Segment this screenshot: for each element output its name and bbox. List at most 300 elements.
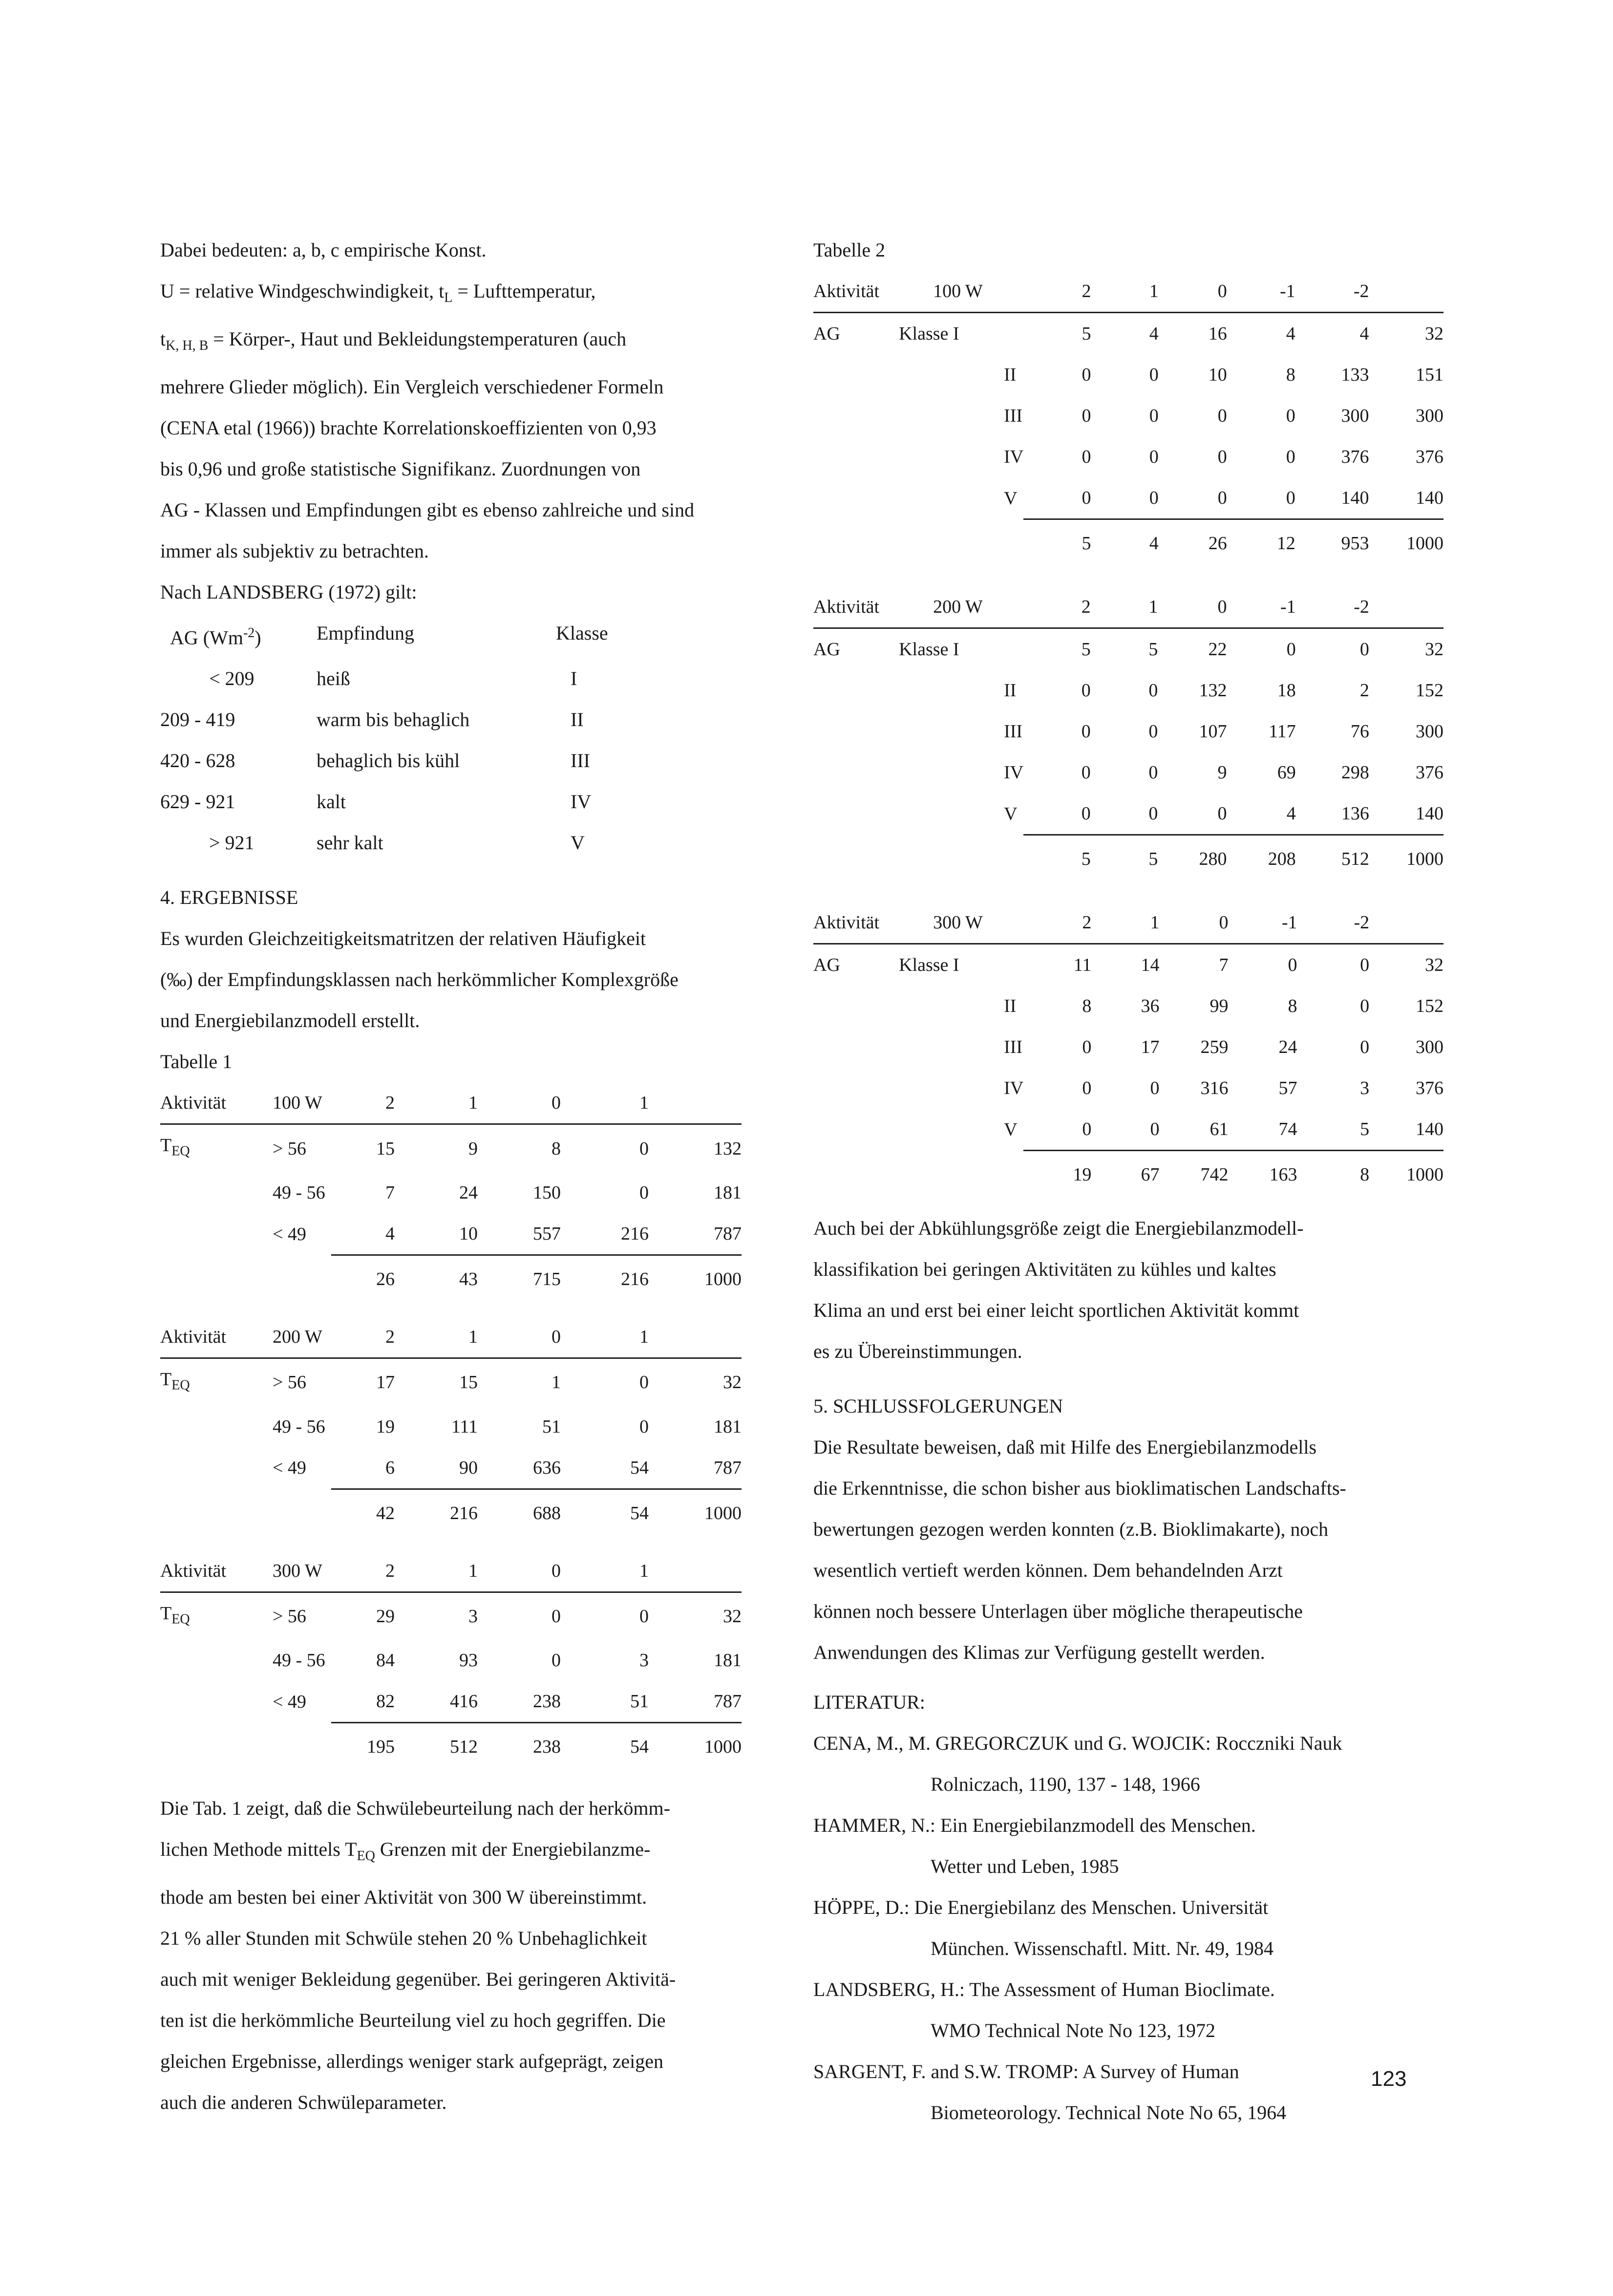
cell: 9 [1217,762,1227,783]
cell: 416 [395,1681,478,1723]
section-4-line: Es wurden Gleichzeitigkeitsmatritzen der relativen Häufigkeit [160,927,646,950]
landsberg-table [160,613,795,863]
table-header-cell: 2 [1023,902,1091,944]
cell: 0 [1081,721,1091,742]
cell: 22 [1208,639,1227,660]
table-header-cell: 0 [478,1550,561,1592]
literature-entry-cont: Wetter und Leben, 1985 [931,1855,1119,1877]
landsberg-feeling: sehr kalt [317,832,383,854]
table-header-cell [1369,271,1443,313]
cell: 4 [331,1213,395,1255]
cell: 19 [376,1416,395,1437]
section-5-line: Die Resultate beweisen, daß mit Hilfe des Energiebilanzmodells [813,1436,1317,1458]
table-header-cell: 0 [1158,586,1227,628]
total-cell: 1000 [704,1268,742,1289]
discussion-line: Klima an und erst bei einer leicht sportlichen Aktivität kommt [813,1299,1299,1321]
table-header-cell: 1 [395,1550,478,1592]
landsberg-range: > 921 [209,832,255,854]
table-header-row [160,1082,742,1124]
table-header-row [813,902,1443,944]
total-cell: 1000 [704,1502,742,1524]
cell: 5 [1148,639,1158,660]
row-class: V [1004,1119,1018,1140]
literature-entry: HÖPPE, D.: Die Energiebilanz des Menschen. Universität [813,1896,1269,1918]
cell: 6 [331,1447,395,1489]
cell: 181 [714,1650,742,1671]
table-row [813,986,1443,1027]
closing-line: auch die anderen Schwüleparameter. [160,2091,447,2114]
total-cell: 238 [533,1737,561,1758]
row-class: II [1004,365,1017,385]
cell: 150 [533,1182,561,1203]
cell: 17 [376,1372,395,1393]
cell: 7 [385,1182,395,1203]
row-label-t: $T_{EQ}$ [160,1135,190,1159]
cell: 0 [1150,1078,1160,1098]
table-header-cell: 1 [1091,586,1158,628]
cell: 0 [1082,447,1091,467]
cell: 3 [639,1650,649,1671]
cell: 0 [1227,477,1295,519]
table-row [160,1124,742,1172]
cell: 14 [1141,955,1160,975]
total-cell: 280 [1199,849,1227,869]
literature-entry: HAMMER, N.: Ein Energiebilanzmodell des Menschen. [813,1814,1256,1836]
cell: 16 [1208,323,1227,344]
intro-line-3: $t_{K, H, B}$ = Körper-, Haut und Bekleidungstemperaturen (auch [160,328,627,353]
table-row [813,1068,1443,1109]
cell: 82 [331,1681,395,1723]
table-header-cell: 100 W [273,1082,331,1124]
total-cell: 742 [1200,1164,1229,1185]
table-total-row [813,1151,1443,1199]
cell: 0 [1082,365,1091,385]
table-header-row [813,586,1443,628]
row-label-t: $T_{EQ}$ [160,1603,190,1627]
cell: 636 [478,1447,561,1489]
cell: 17 [1141,1037,1160,1057]
table-header-cell: 2 [331,1082,395,1124]
landsberg-range: 209 - 419 [160,708,235,731]
cell: 2 [1359,680,1369,701]
discussion-paragraph [813,1208,1443,1372]
table-total-row [813,835,1443,883]
literature-list [813,1682,1443,2133]
cell: 4 [1359,323,1369,344]
table-row [813,670,1443,711]
landsberg-class: V [571,832,585,854]
table-header-cell: 2 [331,1316,395,1358]
intro-line-1: Dabei bedeuten: a, b, c empirische Konst. [160,239,487,261]
table-header-cell: 1 [1091,271,1158,313]
literature-entry-cont: Biometeorology. Technical Note No 65, 1964 [931,2102,1287,2124]
cell: 4 [1227,793,1296,835]
table-row [813,752,1443,793]
cell: 10 [1208,365,1227,385]
table-row [160,1172,742,1213]
table-header-cell [1369,902,1443,944]
row-class: IV [1004,1078,1024,1098]
cell: 10 [395,1213,478,1255]
row-class: IV [1004,447,1024,467]
landsberg-range: 629 - 921 [160,791,235,813]
cell: 0 [1149,406,1159,426]
cell: 8 [1286,365,1295,385]
literature-entry-cont: Rolniczach, 1190, 137 - 148, 1966 [931,1773,1200,1795]
cell: 0 [1286,447,1295,467]
cell: 376 [1416,1078,1443,1098]
cell: 298 [1341,762,1369,783]
cell: 3 [468,1606,478,1627]
total-cell: 12 [1276,533,1295,554]
cell: 0 [1091,793,1158,835]
cell: 18 [1277,680,1296,701]
total-cell: 43 [459,1268,478,1289]
closing-line: lichen Methode mittels $T_{EQ}$ Grenzen mit der Energiebilanzme- [160,1838,651,1864]
cell: 0 [1149,447,1159,467]
table-total-row [160,1489,742,1537]
cell: 5 [1082,323,1091,344]
cell: 0 [1360,1037,1370,1057]
cell: 0 [1360,996,1370,1016]
table-row [813,944,1443,986]
cell: 8 [1082,996,1092,1016]
landsberg-class: I [571,667,577,690]
landsberg-class: II [571,708,584,731]
total-cell: 26 [1208,533,1227,554]
total-cell: 195 [367,1737,395,1758]
row-class: III [1004,406,1023,426]
cell: 93 [459,1650,478,1671]
section-4-line: (‰) der Empfindungsklassen nach herkömmlicher Komplexgröße [160,968,679,991]
cell: 0 [639,1182,649,1203]
cell: 24 [459,1182,478,1203]
table-header-cell: 2 [331,1550,395,1592]
cell: 0 [1081,762,1091,783]
row-range: 49 - 56 [273,1182,325,1203]
row-range: < 49 [273,1458,306,1479]
cell: 0 [639,1138,649,1159]
table-row [160,1681,742,1723]
landsberg-feeling: warm bis behaglich [317,708,470,731]
total-cell: 19 [1073,1164,1092,1185]
cell: 51 [542,1416,561,1437]
row-class: II [1004,680,1017,701]
section-5-line: Anwendungen des Klimas zur Verfügung gestellt werden. [813,1641,1265,1663]
total-cell: 42 [376,1502,395,1524]
cell: 300 [1416,1037,1443,1057]
total-cell: 953 [1341,533,1369,554]
intro-line-7: AG - Klassen und Empfindungen gibt es ebenso zahlreiche und sind [160,499,695,521]
cell: 74 [1229,1109,1297,1151]
cell: 8 [1288,996,1297,1016]
total-cell: 54 [630,1502,649,1524]
total-cell: 512 [450,1737,478,1758]
row-class: Klasse I [899,323,959,344]
table-header-cell: 0 [1160,902,1229,944]
table-header-cell [1369,586,1443,628]
literature-entry: LANDSBERG, H.: The Assessment of Human Bioclimate. [813,1978,1275,2000]
row-label-t: $T_{EQ}$ [160,1369,190,1393]
total-cell: 1000 [1406,849,1443,869]
row-range: < 49 [273,1223,306,1245]
row-range: < 49 [273,1691,306,1712]
table-header-cell: -2 [1296,586,1369,628]
cell: 0 [1023,1109,1091,1151]
table-header-row [160,1550,742,1592]
left-column [160,230,795,2123]
row-class: IV [1004,762,1024,783]
table-header-cell: 300 W [879,902,1023,944]
total-cell: 54 [630,1737,649,1758]
closing-line: ten ist die herkömmliche Beurteilung viel zu hoch gegriffen. Die [160,2009,666,2032]
row-class: Klasse I [899,955,959,975]
cell: 117 [1269,721,1296,742]
table-header-cell: -1 [1227,586,1296,628]
table-total-row [160,1723,742,1771]
table-row [813,354,1443,395]
total-cell: 512 [1341,849,1369,869]
cell: 140 [1369,1109,1443,1151]
cell: 29 [376,1606,395,1627]
section-5-line: die Erkenntnisse, die schon bisher aus bioklimatischen Landschafts- [813,1477,1346,1499]
cell: 99 [1210,996,1229,1016]
cell: 9 [468,1138,478,1159]
cell: 76 [1350,721,1369,742]
row-range: > 56 [273,1606,306,1627]
cell: 54 [561,1447,649,1489]
table-row [813,793,1443,835]
table-2-block-100w [813,271,1443,567]
cell: 3 [1360,1078,1370,1098]
closing-line: gleichen Ergebnisse, allerdings weniger stark aufgeprägt, zeigen [160,2050,663,2073]
cell: 0 [639,1372,649,1393]
cell: 15 [376,1138,395,1159]
table-header-cell [649,1316,742,1358]
cell: 132 [714,1138,742,1159]
table-header-cell: Aktivität [160,1316,273,1358]
row-class: Klasse I [899,639,959,660]
table-header-cell: 1 [561,1316,649,1358]
table-row [813,436,1443,477]
row-range: 49 - 56 [273,1416,325,1437]
cell: 0 [1217,447,1227,467]
cell: 140 [1295,477,1369,519]
table-1-block-300w [160,1550,742,1771]
cell: 0 [1217,406,1227,426]
cell: 300 [1416,406,1443,426]
table-2-block-200w [813,586,1443,882]
total-cell: 1000 [1406,1164,1443,1185]
cell: 32 [723,1606,742,1627]
total-cell: 67 [1141,1164,1160,1185]
cell: 787 [649,1681,742,1723]
table-total-row [160,1255,742,1303]
table-header-row [813,271,1443,313]
row-class: III [1004,1037,1023,1057]
table-row [813,477,1443,519]
total-cell: 1000 [704,1737,742,1758]
cell: 0 [1158,793,1227,835]
cell: 5 [1297,1109,1370,1151]
cell: 61 [1160,1109,1229,1151]
right-column [813,230,1443,2133]
cell: 0 [1082,406,1091,426]
cell: 0 [1286,406,1295,426]
row-range: > 56 [273,1372,306,1393]
cell: 0 [552,1606,561,1627]
cell: 0 [639,1416,649,1437]
cell: 15 [459,1372,478,1393]
table-header-cell: 100 W [879,271,1023,313]
row-class: III [1004,721,1023,742]
cell: 1 [552,1372,561,1393]
table-row [160,1213,742,1255]
cell: 376 [1341,447,1369,467]
cell: 300 [1341,406,1369,426]
literature-entry: CENA, M., M. GREGORCZUK und G. WOJCIK: Rocczniki Nauk [813,1732,1342,1754]
cell: 0 [1360,955,1370,975]
cell: 0 [1359,639,1369,660]
table-2-title: Tabelle 2 [813,239,886,261]
total-cell: 216 [450,1502,478,1524]
table-header-cell: 200 W [273,1316,331,1358]
cell: 90 [395,1447,478,1489]
cell: 140 [1369,793,1443,835]
section-5-line: bewertungen gezogen werden konnten (z.B. Bioklimakarte), noch [813,1518,1329,1540]
total-cell: 216 [621,1268,649,1289]
landsberg-class: III [571,750,590,772]
total-cell: 715 [533,1268,561,1289]
cell: 152 [1416,680,1443,701]
cell: 36 [1141,996,1160,1016]
intro-line-2: U = relative Windgeschwindigkeit, $t_L$ = Lufttemperatur, [160,280,596,305]
cell: 557 [478,1213,561,1255]
cell: 4 [1149,323,1159,344]
cell: 24 [1278,1037,1297,1057]
total-cell: 1000 [1406,533,1443,554]
cell: 0 [1286,639,1296,660]
table-1 [160,1082,795,1770]
table-1-title: Tabelle 1 [160,1051,233,1073]
cell: 0 [639,1606,649,1627]
landsberg-feeling: kalt [317,791,346,813]
landsberg-range: 420 - 628 [160,750,235,772]
cell: 11 [1073,955,1092,975]
table-row [813,313,1443,355]
landsberg-feeling: behaglich bis kühl [317,750,460,772]
table-header-cell: 2 [1023,586,1091,628]
literature-entry: SARGENT, F. and S.W. TROMP: A Survey of Human [813,2060,1239,2082]
closing-paragraph [160,1788,795,2123]
table-header-cell: -1 [1227,271,1295,313]
cell: 787 [649,1447,742,1489]
section-4-title: 4. ERGEBNISSE [160,886,298,909]
table-header-cell [649,1082,742,1124]
table-row [813,395,1443,436]
row-class: V [1004,488,1018,509]
closing-line: 21 % aller Stunden mit Schwüle stehen 20 % Unbehaglichkeit [160,1927,647,1950]
table-header-cell: 0 [1159,271,1227,313]
row-label-ag: AG [813,955,840,975]
table-header-cell: 200 W [879,586,1023,628]
total-cell: 688 [533,1502,561,1524]
section-5-line: können noch bessere Unterlagen über mögliche therapeutische [813,1600,1303,1622]
total-cell: 5 [1081,849,1091,869]
landsberg-feeling: heiß [317,667,350,690]
table-row [160,1406,742,1447]
total-cell: 4 [1149,533,1159,554]
table-header-cell: 1 [1091,902,1159,944]
cell: 152 [1416,996,1443,1016]
intro-line-5: (CENA etal (1966)) brachte Korrelationskoeffizienten von 0,93 [160,417,657,439]
row-range: 49 - 56 [273,1650,325,1671]
cell: 0 [1148,680,1158,701]
cell: 151 [1416,365,1443,385]
landsberg-header-klasse: Klasse [556,622,608,644]
cell: 376 [1416,762,1443,783]
closing-line: thode am besten bei einer Aktivität von 300 W übereinstimmt. [160,1886,647,1909]
cell: 0 [1081,680,1091,701]
cell: 181 [714,1416,742,1437]
cell: 0 [1091,1109,1159,1151]
cell: 787 [649,1213,742,1255]
literature-entry-cont: München. Wissenschaftl. Mitt. Nr. 49, 1984 [931,1937,1274,1959]
section-5-line: wesentlich vertieft werden können. Dem behandelnden Arzt [813,1559,1283,1581]
total-cell: 8 [1360,1164,1370,1185]
cell: 32 [1425,955,1443,975]
intro-line-6: bis 0,96 und große statistische Signifikanz. Zuordnungen von [160,458,641,480]
total-cell: 208 [1268,849,1296,869]
cell: 132 [1199,680,1227,701]
row-class: V [1004,803,1018,824]
cell: 69 [1277,762,1296,783]
table-header-cell: Aktivität [160,1082,273,1124]
table-header-cell: 1 [395,1082,478,1124]
cell: 136 [1296,793,1369,835]
table-2-block-300w [813,902,1443,1198]
section-4-line: und Energiebilanzmodell erstellt. [160,1009,420,1032]
intro-line-9: Nach LANDSBERG (1972) gilt: [160,581,417,603]
discussion-line: klassifikation bei geringen Aktivitäten zu kühles und kaltes [813,1258,1276,1280]
table-header-cell: 1 [561,1550,649,1592]
landsberg-class: IV [571,791,592,813]
table-header-cell: -2 [1297,902,1370,944]
cell: 0 [552,1650,561,1671]
cell: 0 [1082,1037,1092,1057]
row-label-ag: AG [813,323,840,344]
row-class: II [1004,996,1017,1016]
cell: 0 [1023,793,1091,835]
table-header-cell: 2 [1023,271,1091,313]
cell: 0 [1082,1078,1092,1098]
table-header-cell: Aktivität [813,902,879,944]
table-1-block-100w [160,1082,742,1303]
cell: 0 [1288,955,1297,975]
table-header-cell: 300 W [273,1550,331,1592]
cell: 140 [1369,477,1443,519]
table-row [160,1640,742,1681]
table-header-cell: -2 [1295,271,1369,313]
cell: 216 [561,1213,649,1255]
cell: 32 [1425,323,1443,344]
cell: 32 [1425,639,1443,660]
row-range: > 56 [273,1138,306,1159]
page-number: 123 [1371,2067,1407,2091]
cell: 238 [478,1681,561,1723]
total-cell: 5 [1082,533,1091,554]
cell: 0 [1091,477,1158,519]
